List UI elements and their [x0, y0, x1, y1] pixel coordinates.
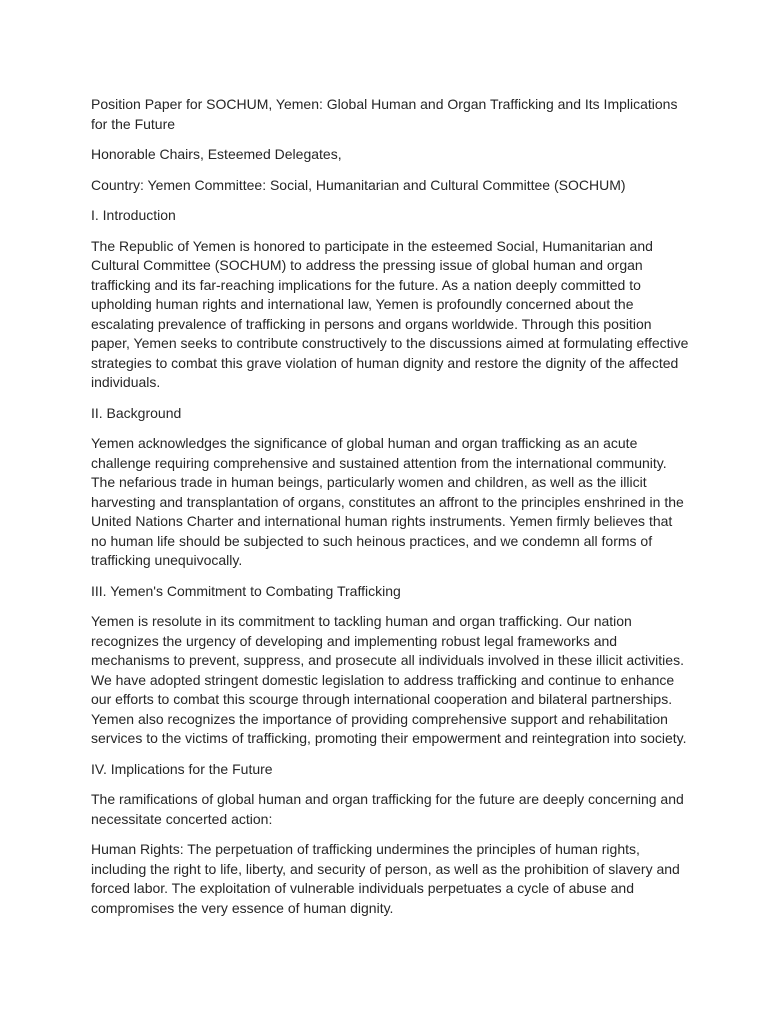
- section-heading-introduction: I. Introduction: [91, 207, 176, 223]
- paragraph-background: Yemen acknowledges the significance of global human and organ trafficking as an acute challenge requiring comprehensive and sustained attention from the international community. The nefarious trade in human beings, particularly women and children, as well as the illicit harvesting and transplantation of organs, constitutes an affront to the principles enshrined in the United Nations Charter and international human rights instruments. Yemen firmly believes that no human life should be subjected to such heinous practices, and we condemn all forms of trafficking unequivocally.: [91, 435, 684, 568]
- paragraph-human-rights: Human Rights: The perpetuation of trafficking undermines the principles of human rights, including the right to life, liberty, and security of person, as well as the prohibition of slavery and forced labor. The exploitation of vulnerable individuals perpetuates a cycle of abuse and compromises the very essence of human dignity.: [91, 841, 680, 916]
- paragraph-introduction: The Republic of Yemen is honored to participate in the esteemed Social, Humanitarian and Cultural Committee (SOCHUM) to address the pressing issue of global human and organ trafficking and its far-reaching implications for the future. As a nation deeply committed to upholding human rights and international law, Yemen is profoundly concerned about the escalating prevalence of trafficking in persons and organs worldwide. Through this position paper, Yemen seeks to contribute constructively to the discussions aimed at formulating effective strategies to combat this grave violation of human dignity and restore the dignity of the affected individuals.: [91, 237, 689, 390]
- salutation: Honorable Chairs, Esteemed Delegates,: [91, 146, 342, 162]
- country-committee-line: Country: Yemen Committee: Social, Humanitarian and Cultural Committee (SOCHUM): [91, 176, 626, 193]
- document-title: Position Paper for SOCHUM, Yemen: Global Human and Organ Trafficking and Its Implications for the Future: [91, 96, 678, 132]
- paragraph-implications-intro: The ramifications of global human and organ trafficking for the future are deeply concerning and necessitate concerted action:: [91, 791, 684, 827]
- paragraph-commitment: Yemen is resolute in its commitment to tackling human and organ trafficking. Our nation recognizes the urgency of developing and implementing robust legal frameworks and mechanisms to prevent, suppress, and prosecute all individuals involved in these illicit activities. We have adopted stringent domestic legislation to address trafficking and continue to enhance our efforts to combat this scourge through international cooperation and bilateral partnerships. Yemen also recognizes the importance of providing comprehensive support and rehabilitation services to the victims of trafficking, promoting their empowerment and reintegration into society.: [91, 613, 687, 746]
- section-heading-commitment: III. Yemen's Commitment to Combating Trafficking: [91, 582, 401, 599]
- section-heading-background: II. Background: [91, 404, 182, 421]
- section-heading-implications: IV. Implications for the Future: [91, 760, 273, 777]
- document-body: [91, 95, 691, 918]
